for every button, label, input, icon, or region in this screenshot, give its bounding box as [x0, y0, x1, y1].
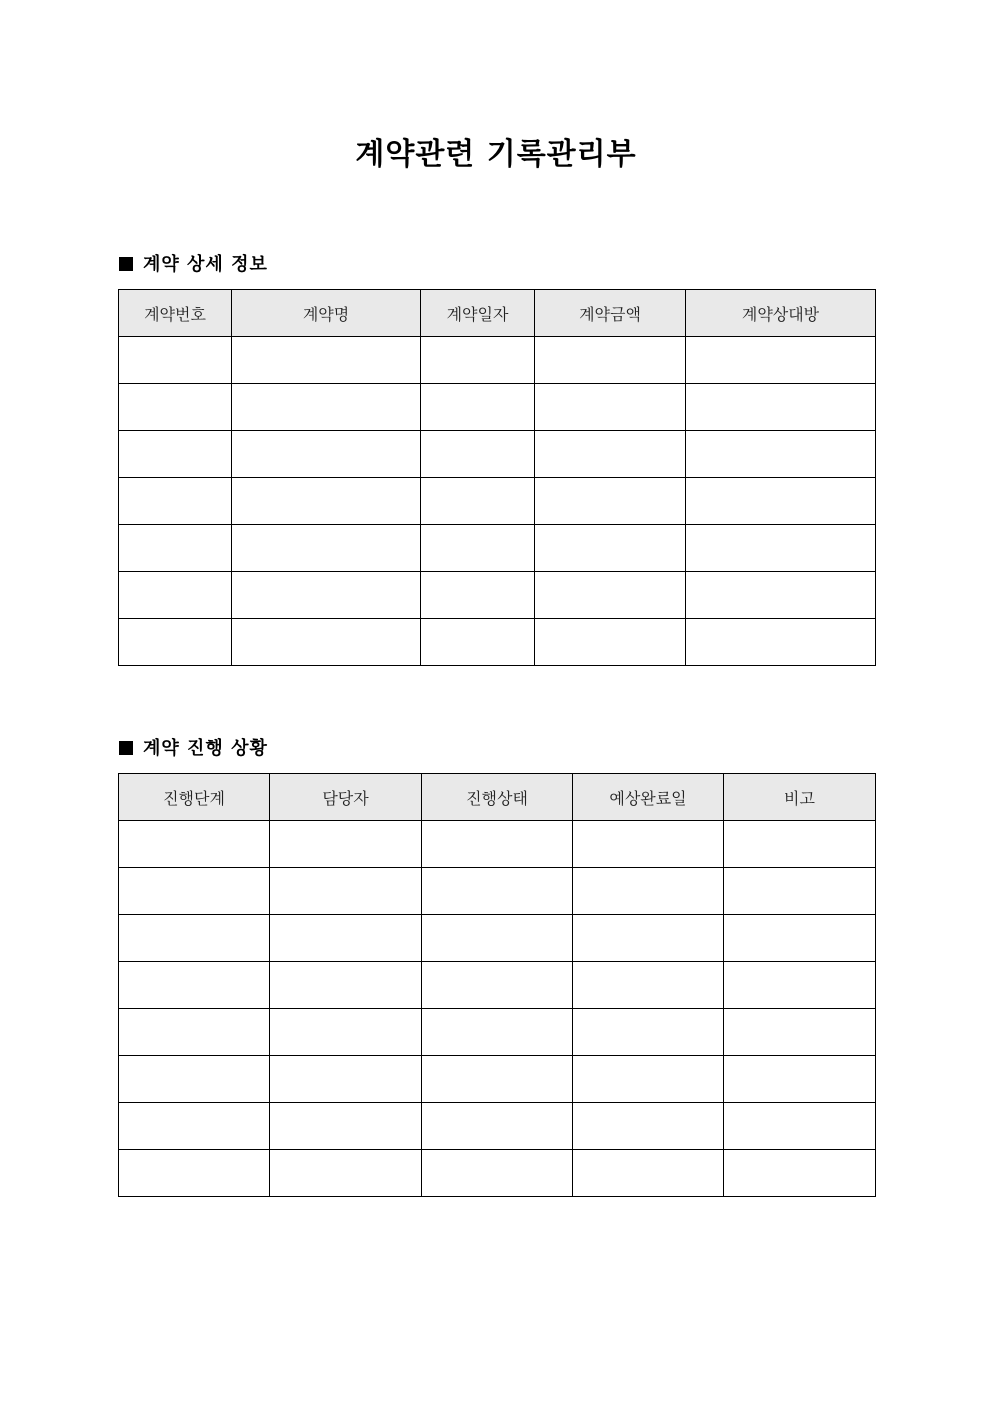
table-cell[interactable] [724, 1150, 876, 1197]
table-cell[interactable] [535, 572, 686, 619]
contract-details-table [118, 289, 876, 666]
table-cell[interactable] [422, 1150, 573, 1197]
table-header-row [119, 774, 876, 821]
table-row [119, 821, 876, 868]
table-row [119, 1009, 876, 1056]
table-cell[interactable] [270, 1150, 422, 1197]
column-header-expected-completion: 예상완료일 [573, 774, 724, 821]
table-row [119, 1103, 876, 1150]
column-header-person-in-charge: 담당자 [270, 774, 422, 821]
table-cell[interactable] [119, 525, 232, 572]
table-cell[interactable] [232, 525, 421, 572]
table-cell[interactable] [119, 384, 232, 431]
table-cell[interactable] [421, 619, 535, 666]
table-cell[interactable] [119, 478, 232, 525]
table-cell[interactable] [270, 1056, 422, 1103]
column-header-contract-number: 계약번호 [119, 290, 232, 337]
column-header-contract-date: 계약일자 [421, 290, 535, 337]
table-cell[interactable] [686, 525, 876, 572]
table-cell[interactable] [422, 1056, 573, 1103]
table-cell[interactable] [270, 915, 422, 962]
table-cell[interactable] [535, 525, 686, 572]
table-cell[interactable] [535, 384, 686, 431]
table-cell[interactable] [573, 1150, 724, 1197]
table-cell[interactable] [573, 1103, 724, 1150]
table-cell[interactable] [270, 1009, 422, 1056]
table-cell[interactable] [422, 868, 573, 915]
table-cell[interactable] [573, 821, 724, 868]
table-cell[interactable] [421, 337, 535, 384]
table-cell[interactable] [119, 337, 232, 384]
table-row [119, 525, 876, 572]
table-cell[interactable] [724, 1009, 876, 1056]
table-cell[interactable] [422, 915, 573, 962]
table-cell[interactable] [724, 915, 876, 962]
table-cell[interactable] [119, 431, 232, 478]
table-cell[interactable] [119, 962, 270, 1009]
document-title: 계약관련 기록관리부 [355, 137, 637, 172]
contract-progress-table [118, 773, 876, 1197]
table-cell[interactable] [686, 431, 876, 478]
table-cell[interactable] [119, 1009, 270, 1056]
table-cell[interactable] [422, 821, 573, 868]
table-cell[interactable] [724, 1056, 876, 1103]
table-cell[interactable] [421, 431, 535, 478]
table-cell[interactable] [573, 1009, 724, 1056]
table-row [119, 572, 876, 619]
table-cell[interactable] [119, 619, 232, 666]
table-cell[interactable] [421, 572, 535, 619]
square-bullet-icon [119, 741, 133, 755]
table-cell[interactable] [232, 478, 421, 525]
table-cell[interactable] [573, 868, 724, 915]
column-header-progress-stage: 진행단계 [119, 774, 270, 821]
table-cell[interactable] [232, 619, 421, 666]
square-bullet-icon [119, 257, 133, 271]
table-row [119, 915, 876, 962]
table-cell[interactable] [686, 619, 876, 666]
table-cell[interactable] [232, 572, 421, 619]
table-cell[interactable] [421, 384, 535, 431]
section-heading-label: 계약 상세 정보 [143, 254, 268, 275]
table-cell[interactable] [686, 478, 876, 525]
table-cell[interactable] [535, 337, 686, 384]
column-header-remarks: 비고 [724, 774, 876, 821]
column-header-progress-status: 진행상태 [422, 774, 573, 821]
table-row [119, 962, 876, 1009]
table-cell[interactable] [119, 915, 270, 962]
column-header-counterparty: 계약상대방 [686, 290, 876, 337]
table-cell[interactable] [686, 384, 876, 431]
table-cell[interactable] [119, 1056, 270, 1103]
section-heading-contract-details [119, 253, 268, 277]
table-cell[interactable] [724, 962, 876, 1009]
table-cell[interactable] [422, 1103, 573, 1150]
column-header-contract-amount: 계약금액 [535, 290, 686, 337]
table-cell[interactable] [573, 915, 724, 962]
table-cell[interactable] [422, 962, 573, 1009]
table-cell[interactable] [724, 868, 876, 915]
table-cell[interactable] [573, 962, 724, 1009]
table-cell[interactable] [535, 619, 686, 666]
table-cell[interactable] [232, 337, 421, 384]
column-header-contract-name: 계약명 [232, 290, 421, 337]
table-cell[interactable] [724, 821, 876, 868]
section-heading-contract-progress [119, 737, 268, 761]
table-row [119, 1150, 876, 1197]
table-cell[interactable] [119, 1150, 270, 1197]
table-cell[interactable] [421, 478, 535, 525]
table-cell[interactable] [270, 821, 422, 868]
table-cell[interactable] [119, 821, 270, 868]
table-cell[interactable] [422, 1009, 573, 1056]
table-cell[interactable] [119, 572, 232, 619]
table-row [119, 1056, 876, 1103]
table-cell[interactable] [270, 868, 422, 915]
table-row [119, 384, 876, 431]
table-cell[interactable] [724, 1103, 876, 1150]
section-heading-label: 계약 진행 상황 [143, 738, 268, 759]
table-row [119, 619, 876, 666]
table-row [119, 337, 876, 384]
table-cell[interactable] [232, 384, 421, 431]
table-cell[interactable] [686, 572, 876, 619]
table-cell[interactable] [119, 868, 270, 915]
table-cell[interactable] [535, 431, 686, 478]
table-cell[interactable] [270, 1103, 422, 1150]
table-cell[interactable] [119, 1103, 270, 1150]
table-cell[interactable] [270, 962, 422, 1009]
table-cell[interactable] [232, 431, 421, 478]
table-header-row [119, 290, 876, 337]
table-row [119, 868, 876, 915]
table-cell[interactable] [421, 525, 535, 572]
table-cell[interactable] [535, 478, 686, 525]
table-row [119, 478, 876, 525]
table-cell[interactable] [573, 1056, 724, 1103]
table-row [119, 431, 876, 478]
table-cell[interactable] [686, 337, 876, 384]
